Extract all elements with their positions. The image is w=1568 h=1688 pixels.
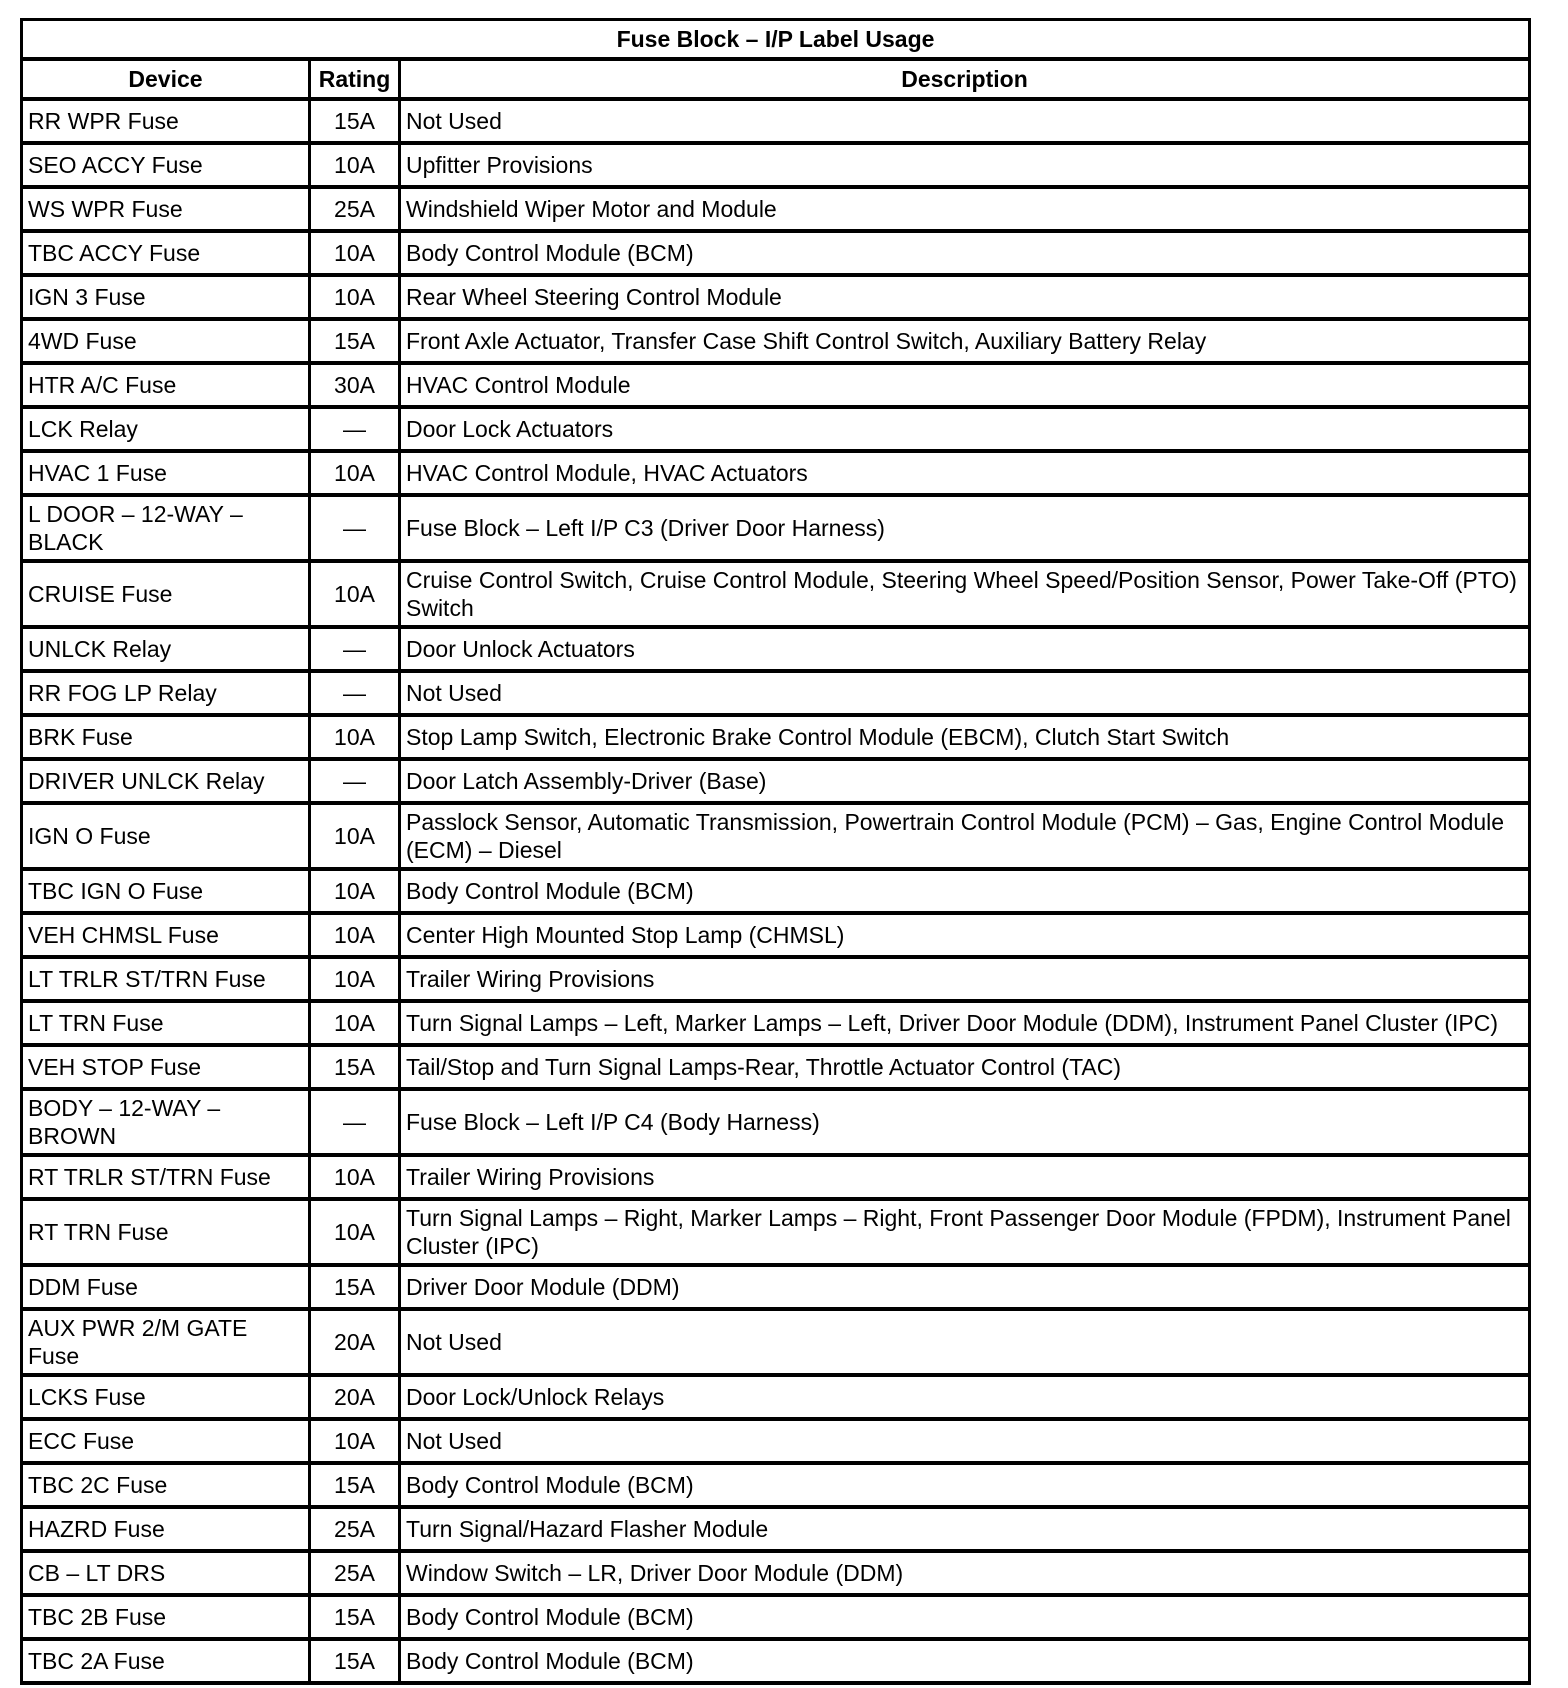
device-cell: LCK Relay xyxy=(22,407,310,451)
device-cell: RT TRLR ST/TRN Fuse xyxy=(22,1155,310,1199)
description-cell: Driver Door Module (DDM) xyxy=(400,1265,1530,1309)
description-cell: Fuse Block – Left I/P C3 (Driver Door Harness) xyxy=(400,495,1530,561)
device-cell: TBC IGN O Fuse xyxy=(22,869,310,913)
table-row xyxy=(22,1265,1530,1309)
table-row xyxy=(22,1595,1530,1639)
device-cell: UNLCK Relay xyxy=(22,627,310,671)
table-row xyxy=(22,143,1530,187)
table-row xyxy=(22,363,1530,407)
device-cell: IGN O Fuse xyxy=(22,803,310,869)
rating-cell: 10A xyxy=(310,869,400,913)
description-cell: Front Axle Actuator, Transfer Case Shift Control Switch, Auxiliary Battery Relay xyxy=(400,319,1530,363)
rating-cell: 10A xyxy=(310,1155,400,1199)
description-cell: Body Control Module (BCM) xyxy=(400,869,1530,913)
description-cell: Turn Signal Lamps – Right, Marker Lamps – Right, Front Passenger Door Module (FPDM), Instrument Panel Cluster (IPC) xyxy=(400,1199,1530,1265)
rating-cell: 10A xyxy=(310,715,400,759)
table-row xyxy=(22,1375,1530,1419)
table-row xyxy=(22,803,1530,869)
column-header-device: Device xyxy=(22,59,310,99)
table-row xyxy=(22,759,1530,803)
description-cell: Body Control Module (BCM) xyxy=(400,231,1530,275)
column-header-description: Description xyxy=(400,59,1530,99)
table-row xyxy=(22,187,1530,231)
device-cell: LT TRLR ST/TRN Fuse xyxy=(22,957,310,1001)
device-cell: RT TRN Fuse xyxy=(22,1199,310,1265)
device-cell: TBC 2C Fuse xyxy=(22,1463,310,1507)
device-cell: BRK Fuse xyxy=(22,715,310,759)
description-cell: Door Unlock Actuators xyxy=(400,627,1530,671)
table-row xyxy=(22,1045,1530,1089)
rating-cell: 10A xyxy=(310,957,400,1001)
device-cell: HAZRD Fuse xyxy=(22,1507,310,1551)
rating-cell: 15A xyxy=(310,319,400,363)
table-body xyxy=(22,99,1530,1683)
column-header-rating: Rating xyxy=(310,59,400,99)
rating-cell: 10A xyxy=(310,1199,400,1265)
table-row xyxy=(22,561,1530,627)
table-row xyxy=(22,1463,1530,1507)
table-row xyxy=(22,1639,1530,1683)
device-cell: TBC ACCY Fuse xyxy=(22,231,310,275)
device-cell: VEH STOP Fuse xyxy=(22,1045,310,1089)
description-cell: Not Used xyxy=(400,99,1530,143)
device-cell: HVAC 1 Fuse xyxy=(22,451,310,495)
rating-cell: — xyxy=(310,1089,400,1155)
table-row xyxy=(22,1551,1530,1595)
rating-cell: 25A xyxy=(310,1507,400,1551)
table-row xyxy=(22,869,1530,913)
device-cell: L DOOR – 12-WAY – BLACK xyxy=(22,495,310,561)
table-row xyxy=(22,1001,1530,1045)
fuse-block-table xyxy=(20,18,1531,1685)
table-row xyxy=(22,671,1530,715)
description-cell: Turn Signal/Hazard Flasher Module xyxy=(400,1507,1530,1551)
table-row xyxy=(22,495,1530,561)
description-cell: Trailer Wiring Provisions xyxy=(400,957,1530,1001)
table-row xyxy=(22,957,1530,1001)
rating-cell: 25A xyxy=(310,1551,400,1595)
rating-cell: 15A xyxy=(310,1639,400,1683)
device-cell: RR FOG LP Relay xyxy=(22,671,310,715)
device-cell: CRUISE Fuse xyxy=(22,561,310,627)
rating-cell: — xyxy=(310,407,400,451)
table-row xyxy=(22,99,1530,143)
table-row xyxy=(22,1199,1530,1265)
rating-cell: — xyxy=(310,671,400,715)
rating-cell: 25A xyxy=(310,187,400,231)
rating-cell: 10A xyxy=(310,803,400,869)
device-cell: LCKS Fuse xyxy=(22,1375,310,1419)
table-row xyxy=(22,913,1530,957)
rating-cell: 10A xyxy=(310,561,400,627)
device-cell: ECC Fuse xyxy=(22,1419,310,1463)
description-cell: Rear Wheel Steering Control Module xyxy=(400,275,1530,319)
description-cell: Fuse Block – Left I/P C4 (Body Harness) xyxy=(400,1089,1530,1155)
rating-cell: 10A xyxy=(310,913,400,957)
rating-cell: 10A xyxy=(310,1419,400,1463)
description-cell: HVAC Control Module, HVAC Actuators xyxy=(400,451,1530,495)
table-title-row xyxy=(22,20,1530,60)
table-row xyxy=(22,1155,1530,1199)
description-cell: Upfitter Provisions xyxy=(400,143,1530,187)
rating-cell: 10A xyxy=(310,451,400,495)
table-row xyxy=(22,407,1530,451)
rating-cell: — xyxy=(310,759,400,803)
device-cell: VEH CHMSL Fuse xyxy=(22,913,310,957)
description-cell: Door Lock/Unlock Relays xyxy=(400,1375,1530,1419)
description-cell: Door Lock Actuators xyxy=(400,407,1530,451)
rating-cell: — xyxy=(310,627,400,671)
description-cell: Not Used xyxy=(400,671,1530,715)
table-row xyxy=(22,451,1530,495)
rating-cell: 15A xyxy=(310,1595,400,1639)
description-cell: HVAC Control Module xyxy=(400,363,1530,407)
rating-cell: 15A xyxy=(310,99,400,143)
table-row xyxy=(22,715,1530,759)
device-cell: HTR A/C Fuse xyxy=(22,363,310,407)
description-cell: Door Latch Assembly-Driver (Base) xyxy=(400,759,1530,803)
device-cell: CB – LT DRS xyxy=(22,1551,310,1595)
rating-cell: 10A xyxy=(310,231,400,275)
description-cell: Window Switch – LR, Driver Door Module (DDM) xyxy=(400,1551,1530,1595)
rating-cell: 15A xyxy=(310,1265,400,1309)
device-cell: DRIVER UNLCK Relay xyxy=(22,759,310,803)
rating-cell: 15A xyxy=(310,1463,400,1507)
rating-cell: 15A xyxy=(310,1045,400,1089)
document-sheet xyxy=(20,18,1528,1685)
table-row xyxy=(22,1419,1530,1463)
rating-cell: 20A xyxy=(310,1375,400,1419)
rating-cell: 10A xyxy=(310,1001,400,1045)
rating-cell: 20A xyxy=(310,1309,400,1375)
device-cell: IGN 3 Fuse xyxy=(22,275,310,319)
description-cell: Body Control Module (BCM) xyxy=(400,1463,1530,1507)
rating-cell: 30A xyxy=(310,363,400,407)
rating-cell: 10A xyxy=(310,275,400,319)
description-cell: Center High Mounted Stop Lamp (CHMSL) xyxy=(400,913,1530,957)
table-row xyxy=(22,231,1530,275)
table-row xyxy=(22,1089,1530,1155)
description-cell: Windshield Wiper Motor and Module xyxy=(400,187,1530,231)
description-cell: Cruise Control Switch, Cruise Control Module, Steering Wheel Speed/Position Sensor, Power Take-Off (PTO) Switch xyxy=(400,561,1530,627)
device-cell: SEO ACCY Fuse xyxy=(22,143,310,187)
table-row xyxy=(22,319,1530,363)
description-cell: Turn Signal Lamps – Left, Marker Lamps – Left, Driver Door Module (DDM), Instrument Panel Cluster (IPC) xyxy=(400,1001,1530,1045)
description-cell: Body Control Module (BCM) xyxy=(400,1595,1530,1639)
description-cell: Trailer Wiring Provisions xyxy=(400,1155,1530,1199)
device-cell: 4WD Fuse xyxy=(22,319,310,363)
device-cell: TBC 2A Fuse xyxy=(22,1639,310,1683)
description-cell: Stop Lamp Switch, Electronic Brake Control Module (EBCM), Clutch Start Switch xyxy=(400,715,1530,759)
description-cell: Not Used xyxy=(400,1309,1530,1375)
description-cell: Tail/Stop and Turn Signal Lamps-Rear, Throttle Actuator Control (TAC) xyxy=(400,1045,1530,1089)
description-cell: Passlock Sensor, Automatic Transmission, Powertrain Control Module (PCM) – Gas, Engine Control Module (ECM) – Diesel xyxy=(400,803,1530,869)
table-row xyxy=(22,1309,1530,1375)
device-cell: WS WPR Fuse xyxy=(22,187,310,231)
device-cell: BODY – 12-WAY – BROWN xyxy=(22,1089,310,1155)
table-row xyxy=(22,627,1530,671)
device-cell: RR WPR Fuse xyxy=(22,99,310,143)
description-cell: Body Control Module (BCM) xyxy=(400,1639,1530,1683)
device-cell: LT TRN Fuse xyxy=(22,1001,310,1045)
rating-cell: 10A xyxy=(310,143,400,187)
table-title: Fuse Block – I/P Label Usage xyxy=(22,20,1530,60)
rating-cell: — xyxy=(310,495,400,561)
table-row xyxy=(22,1507,1530,1551)
table-row xyxy=(22,275,1530,319)
device-cell: TBC 2B Fuse xyxy=(22,1595,310,1639)
description-cell: Not Used xyxy=(400,1419,1530,1463)
device-cell: DDM Fuse xyxy=(22,1265,310,1309)
table-header-row xyxy=(22,59,1530,99)
device-cell: AUX PWR 2/M GATE Fuse xyxy=(22,1309,310,1375)
